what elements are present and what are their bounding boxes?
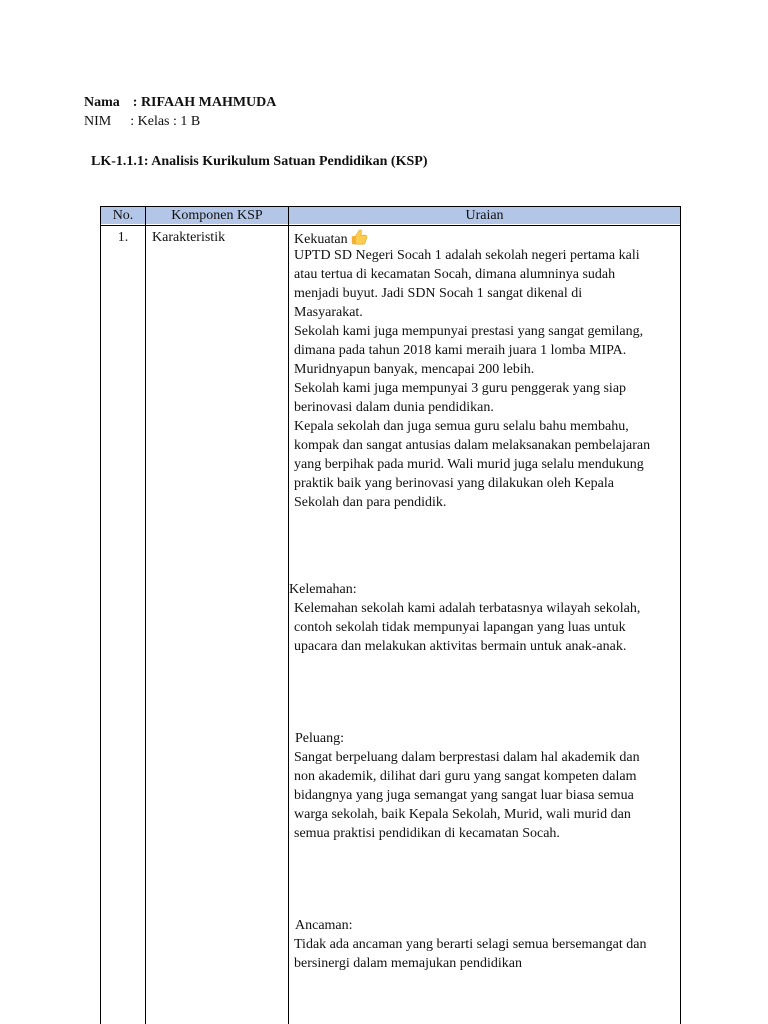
student-name-line [84,93,276,112]
name-label: Nama [84,95,120,110]
peluang-text: Sangat berpeluang dalam berprestasi dalam hal akademik dan non akademik, dilihat dari guru yang sangat kompeten dalam bidangnya yang juga semangat yang sangat luar biasa semua warga sekolah, baik Kepala Sekolah, Murid, wali murid dan semua praktisi pendidikan di kecamatan Socah. [294,750,640,841]
document-title: LK-1.1.1: Analisis Kurikulum Satuan Pendidikan (KSP) [91,154,428,169]
nim-label: NIM [84,114,112,129]
row-number: 1. [117,230,129,245]
kekuatan-text: UPTD SD Negeri Socah 1 adalah sekolah negeri pertama kali atau tertua di kecamatan Socah, dimana alumninya sudah menjadi buyut. Jadi SDN Socah 1 sangat dikenal di Masyarakat. Sekolah kami juga mempunyai prestasi yang sangat gemilang, dimana pada tahun 2018 kami meraih juara 1 lomba MIPA. Muridnyapun banyak, mencapai 200 lebih. Sekolah kami juga mempunyai 3 guru penggerak yang siap berinovasi dalam dunia pendidikan. Kepala sekolah dan juga semua guru selalu bahu membahu, kompak dan sangat antusias dalam melaksanakan pembelajaran yang berpihak pada murid. Wali murid juga selalu mendukung praktik baik yang berinovasi yang dilakukan oleh Kepala Sekolah dan para pendidik. [294,248,651,510]
ancaman-label: Ancaman: [295,918,353,933]
kelemahan-text: Kelemahan sekolah kami adalah terbatasnya wilayah sekolah, contoh sekolah tidak mempunyai lapangan yang luas untuk upacara dan melakukan aktivitas bermain untuk anak-anak. [294,601,641,654]
name-value: : RIFAAH MAHMUDA [132,95,277,110]
column-header-no: No. [101,207,145,224]
kekuatan-label: Kekuatan [294,232,348,247]
column-header-komponen: Komponen KSP [146,207,288,224]
table-divider-1 [145,206,146,1024]
table-divider-2 [288,206,289,1024]
nim-line [84,112,200,131]
kelemahan-label: Kelemahan: [289,582,357,597]
table-border-left [100,206,101,1024]
ancaman-text: Tidak ada ancaman yang berarti selagi semua bersemangat dan bersinergi dalam memajukan pendidikan [294,937,647,971]
row-komponen: Karakteristik [152,230,226,245]
table-border-top [100,206,681,207]
column-header-uraian: Uraian [289,207,680,224]
peluang-label: Peluang: [295,731,344,746]
table-header-divider [100,225,681,226]
nim-value: : Kelas : 1 B [130,114,201,129]
thumbs-up-icon [350,228,368,246]
